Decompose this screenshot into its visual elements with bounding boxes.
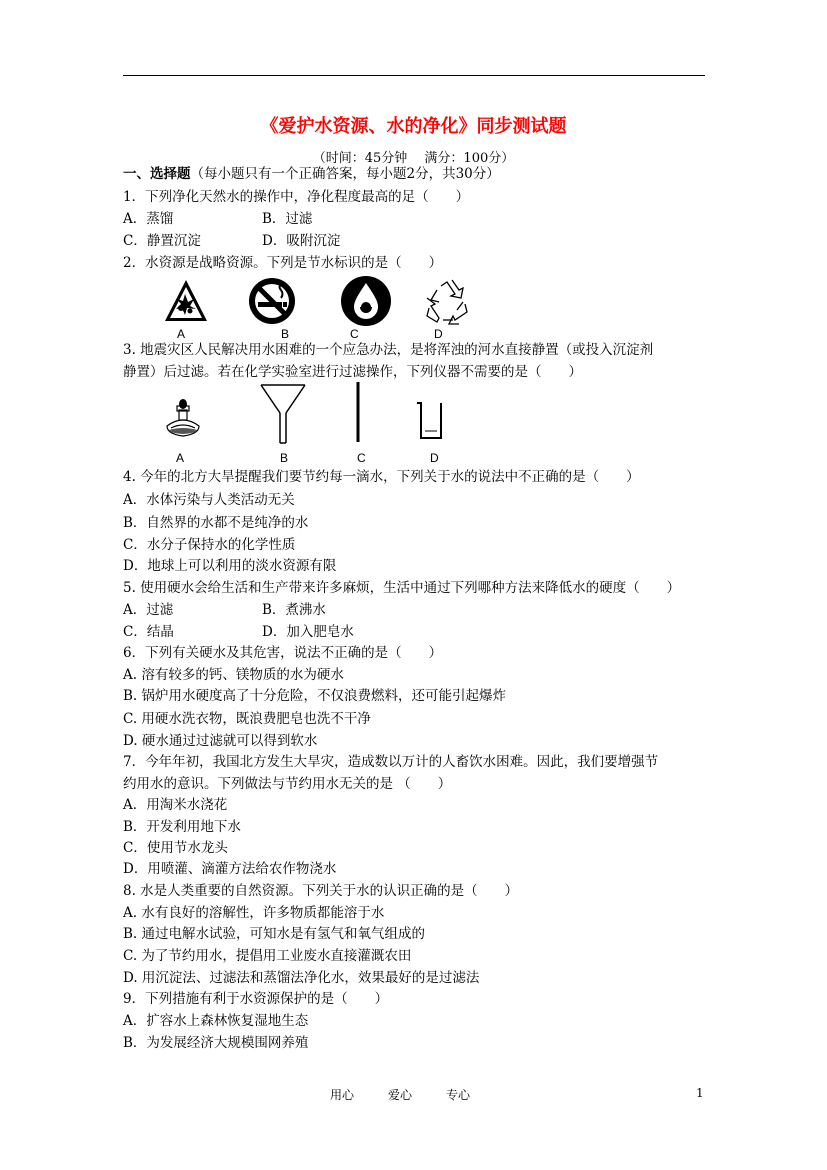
q1-option-c: C．静置沉淀 (123, 233, 201, 249)
q2-label-b: B (281, 327, 290, 341)
q3-label-c: C (357, 451, 366, 465)
q2-label-a: A (177, 327, 186, 341)
explosive-hazard-icon (163, 278, 209, 324)
water-saving-icon (340, 275, 392, 327)
q4-stem: 4. 今年的北方大旱提醒我们要节约每一滴水，下列关于水的说法中不正确的是（ ） (123, 469, 640, 485)
q6-option-c: C. 用硬水洗衣物，既浪费肥皂也洗不干净 (123, 711, 371, 727)
q3-label-a: A (176, 451, 185, 465)
q8-option-b: B. 通过电解水试验，可知水是有氢气和氧气组成的 (123, 926, 426, 942)
beaker-icon (416, 401, 444, 441)
footer-middle: 爱心 (388, 1088, 413, 1102)
alcohol-lamp-icon (163, 396, 203, 438)
q5-stem: 5. 使用硬水会给生活和生产带来许多麻烦，生活中通过下列哪种方法来降低水的硬度（ ） (123, 580, 681, 596)
q6-stem: 6．下列有关硬水及其危害，说法不正确的是（ ） (123, 645, 443, 661)
section-heading (123, 164, 500, 184)
no-smoking-icon (247, 276, 297, 326)
footer-right: 专心 (446, 1088, 471, 1102)
page-title: 《爱护水资源、水的净化》同步测试题 (260, 116, 567, 137)
q7-option-d: D．用喷灌、滴灌方法给农作物浇水 (123, 861, 337, 877)
q4-option-a: A．水体污染与人类活动无关 (123, 492, 295, 508)
q9-stem: 9．下列措施有利于水资源保护的是（ ） (123, 991, 389, 1007)
q9-option-a: A．扩容水上森林恢复湿地生态 (123, 1013, 309, 1029)
q5-option-a: A．过滤 (123, 602, 174, 618)
q5-option-d: D．加入肥皂水 (262, 624, 354, 640)
q2-stem: 2．水资源是战略资源。下列是节水标识的是（ ） (123, 255, 443, 271)
q3-stem-line2: 静置）后过滤。若在化学实验室进行过滤操作，下列仪器不需要的是（ ） (123, 364, 582, 380)
q1-option-a: A．蒸馏 (123, 211, 174, 227)
q7-option-c: C．使用节水龙头 (123, 840, 228, 856)
q6-option-b: B. 锅炉用水硬度高了十分危险，不仅浪费燃料，还可能引起爆炸 (123, 688, 507, 704)
q7-stem-line2: 约用水的意识。下列做法与节约用水无关的是 （ ） (123, 776, 452, 792)
q4-option-c: C．水分子保持水的化学性质 (123, 537, 296, 553)
q8-option-d: D. 用沉淀法、过滤法和蒸馏法净化水，效果最好的是过滤法 (123, 970, 480, 986)
q4-option-d: D．地球上可以利用的淡水资源有限 (123, 558, 337, 574)
q8-option-c: C. 为了节约用水，提倡用工业废水直接灌溉农田 (123, 948, 412, 964)
section-title: 一、选择题 (123, 166, 191, 182)
q5-option-c: C．结晶 (123, 624, 174, 640)
q2-label-d: D (434, 327, 443, 341)
page-number: 1 (696, 1086, 704, 1100)
q1-stem: 1．下列净化天然水的操作中，净化程度最高的足（ ） (123, 189, 470, 205)
q9-option-b: B．为发展经济大规模围网养殖 (123, 1035, 309, 1051)
page-subtitle: （时间：45分钟 满分：100分） (312, 151, 515, 166)
section-note: （每小题只有一个正确答案，每小题2分，共30分） (190, 166, 500, 182)
q7-option-b: B．开发利用地下水 (123, 819, 241, 835)
q3-label-b: B (280, 451, 289, 465)
glass-rod-icon (354, 382, 362, 442)
q3-stem-line1: 3. 地震灾区人民解决用水困难的一个应急办法，是将浑浊的河水直接静置（或投入沉淀剂 (123, 342, 654, 358)
funnel-icon (259, 383, 307, 445)
q8-stem: 8. 水是人类重要的自然资源。下列关于水的认识正确的是（ ） (123, 883, 519, 899)
q2-label-c: C (350, 327, 359, 341)
q7-stem-line1: 7．今年年初，我国北方发生大旱灾，造成数以万计的人畜饮水困难。因此，我们要增强节 (123, 754, 659, 770)
q5-option-b: B．煮沸水 (262, 602, 326, 618)
q1-option-d: D．吸附沉淀 (262, 233, 341, 249)
footer-left: 用心 (330, 1088, 355, 1102)
q6-option-d: D. 硬水通过过滤就可以得到软水 (123, 733, 318, 749)
q6-option-a: A. 溶有较多的钙、镁物质的水为硬水 (123, 667, 344, 683)
q3-label-d: D (430, 451, 439, 465)
header-rule (123, 75, 705, 76)
q4-option-b: B．自然界的水都不是纯净的水 (123, 515, 309, 531)
recycle-icon (425, 280, 469, 324)
q1-option-b: B．过滤 (262, 211, 313, 227)
q7-option-a: A．用淘米水浇花 (123, 797, 228, 813)
q8-option-a: A. 水有良好的溶解性，许多物质都能溶于水 (123, 905, 385, 921)
